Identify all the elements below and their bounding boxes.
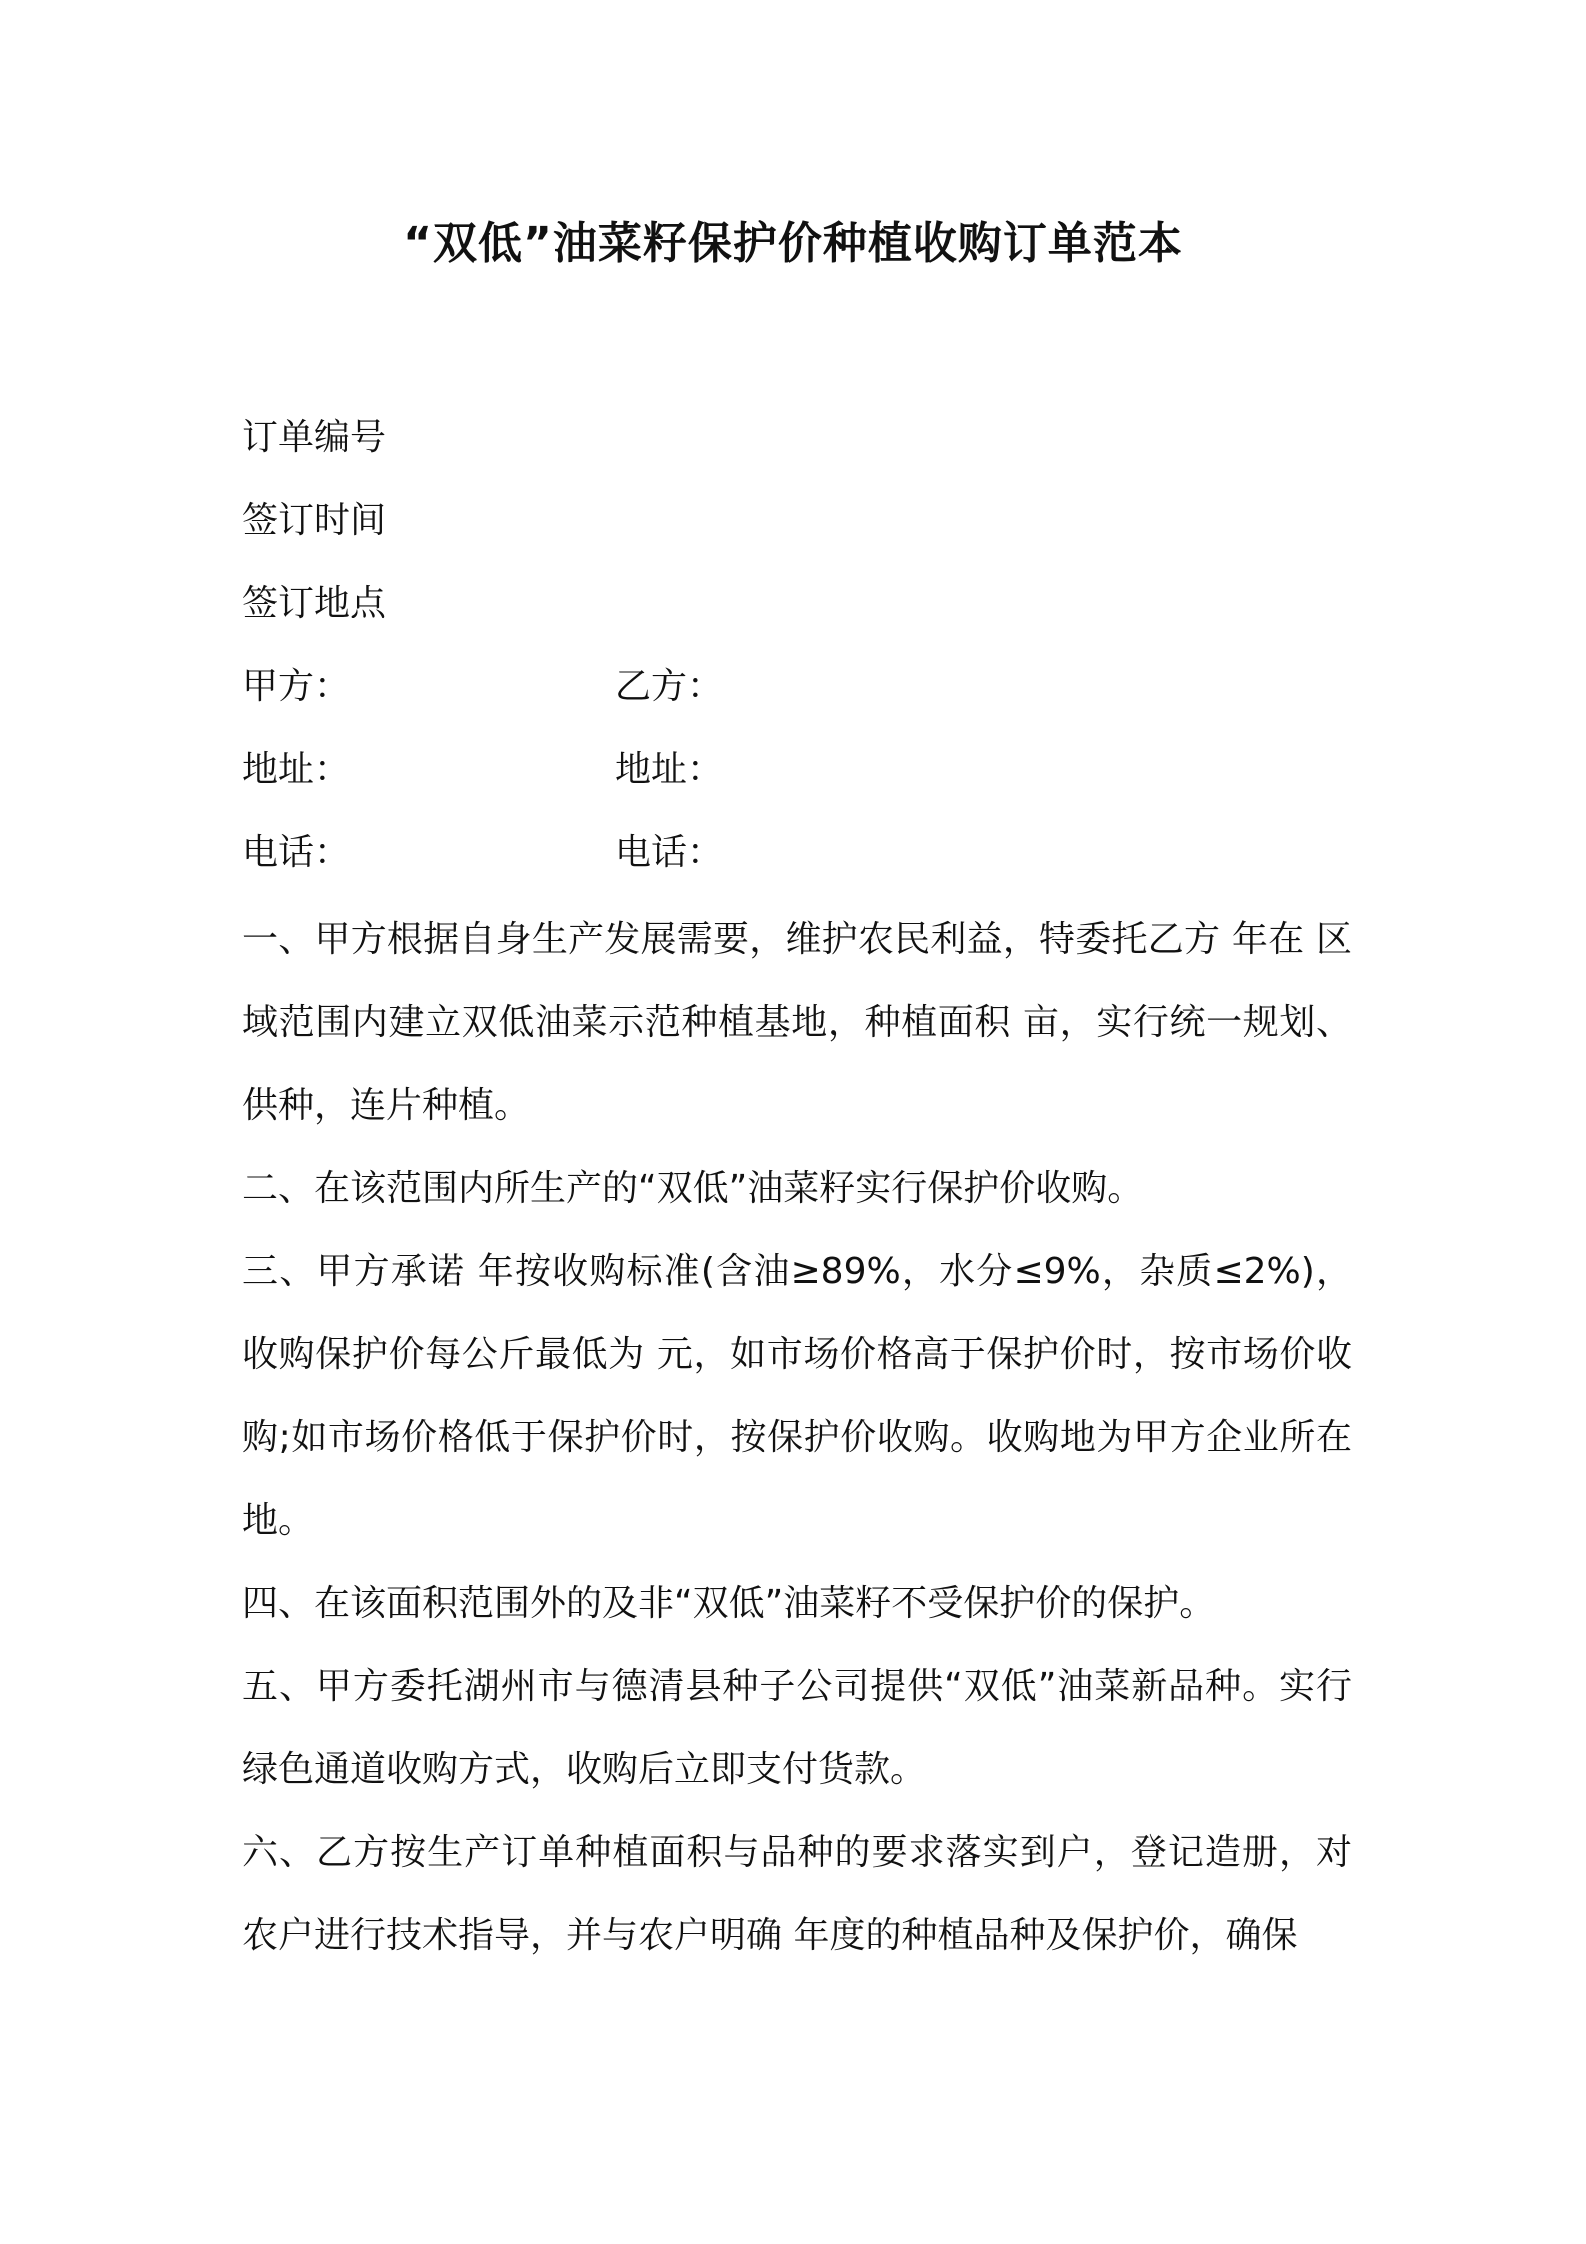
- sign-place-label: 签订地点: [242, 583, 387, 624]
- order-number-label: 订单编号: [242, 417, 387, 458]
- contract-clauses: [242, 898, 1352, 1977]
- party-b-phone-label: 电话：: [615, 832, 724, 873]
- clause-6: 六、乙方按生产订单种植面积与品种的要求落实到户，登记造册，对农户进行技术指导，并与农户明确 年度的种植品种及保护价，确保: [242, 1832, 1352, 1956]
- party-b-label: 乙方：: [615, 666, 724, 707]
- document-title: “双低”油菜籽保护价种植收购订单范本: [403, 218, 1183, 269]
- party-a-address-label: 地址：: [242, 749, 351, 790]
- clause-1: 一、甲方根据自身生产发展需要，维护农民利益，特委托乙方 年在 区域范围内建立双低油菜示范种植基地，种植面积 亩，实行统一规划、供种，连片种植。: [242, 919, 1352, 1126]
- sign-time-label: 签订时间: [242, 500, 387, 541]
- clause-2: 二、在该范围内所生产的“双低”油菜籽实行保护价收购。: [242, 1168, 1144, 1209]
- clause-5: 五、甲方委托湖州市与德清县种子公司提供“双低”油菜新品种。实行绿色通道收购方式，收购后立即支付货款。: [242, 1666, 1352, 1790]
- clause-3: 三、甲方承诺 年按收购标准(含油≥89%，水分≤9%，杂质≤2%)，收购保护价每公斤最低为 元，如市场价格高于保护价时，按市场价收购;如市场价格低于保护价时，按保护价收购。收购地为甲方企业所在地。: [242, 1251, 1352, 1541]
- party-a-label: 甲方：: [242, 666, 351, 707]
- party-b-address-label: 地址：: [615, 749, 724, 790]
- party-a-phone-label: 电话：: [242, 832, 351, 873]
- clause-4: 四、在该面积范围外的及非“双低”油菜籽不受保护价的保护。: [242, 1583, 1216, 1624]
